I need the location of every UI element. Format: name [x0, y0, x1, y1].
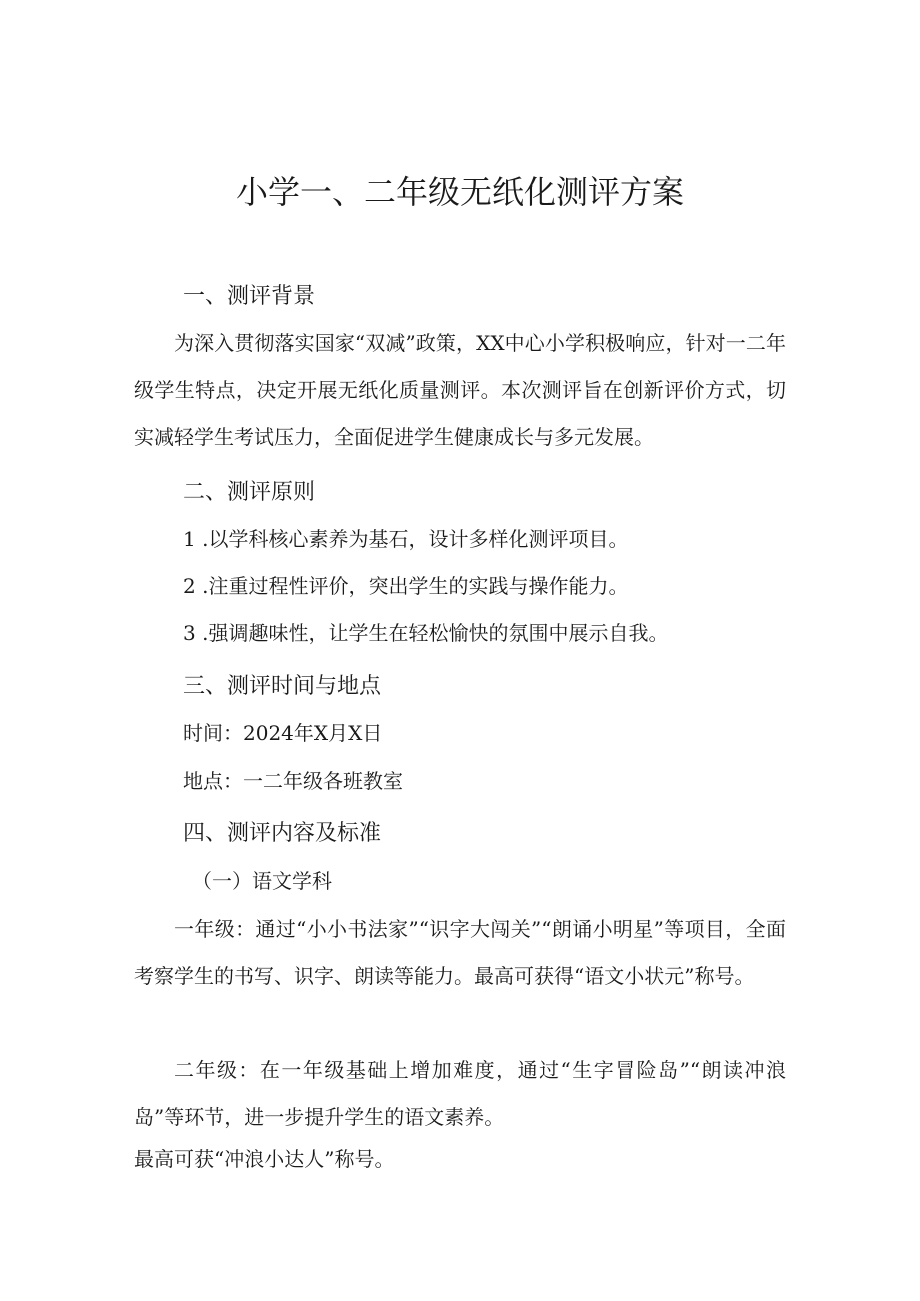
section-heading-principles: 二、测评原则 — [183, 480, 316, 505]
subheading-chinese: （一）语文学科 — [192, 869, 332, 893]
section-paragraph-background: 为深入贯彻落实国家“双减”政策，XX中心小学积极响应，针对一二年级学生特点，决定开展无纸化质量测评。本次测评旨在创新评价方式，切实减轻学生考试压力，全面促进学生健康成长与多元发展。 — [134, 331, 786, 449]
test-place: 地点：一二年级各班教室 — [183, 769, 403, 793]
section-heading-content: 四、测评内容及标准 — [183, 821, 382, 846]
principle-item-3: 3 .强调趣味性，让学生在轻松愉快的氛围中展示自我。 — [183, 621, 669, 645]
grade2-award: 最高可获“冲浪小达人”称号。 — [134, 1147, 395, 1171]
principle-item-1: 1 .以学科核心素养为基石，设计多样化测评项目。 — [183, 527, 629, 551]
grade1-paragraph: 一年级：通过“小小书法家”“识字大闯关”“朗诵小明星”等项目，全面考察学生的书写、识字、朗读等能力。最高可获得“语文小状元”称号。 — [134, 917, 786, 988]
test-time: 时间：2024年X月X日 — [183, 721, 383, 745]
principle-item-2: 2 .注重过程性评价，突出学生的实践与操作能力。 — [183, 574, 629, 598]
section-heading-background: 一、测评背景 — [183, 284, 316, 309]
document-title: 小学一、二年级无纸化测评方案 — [235, 173, 684, 211]
grade2-paragraph: 二年级：在一年级基础上增加难度，通过“生字冒险岛”“朗读冲浪岛”等环节，进一步提升学生的语文素养。 — [134, 1058, 786, 1129]
section-heading-time-place: 三、测评时间与地点 — [183, 674, 382, 699]
